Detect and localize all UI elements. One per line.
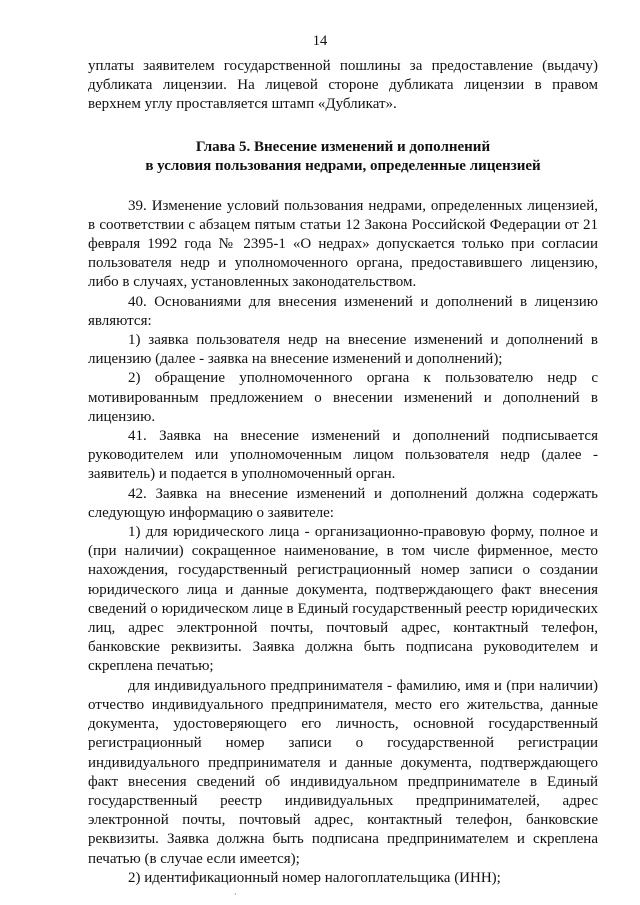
page-number: 14 xyxy=(312,33,328,49)
document-body xyxy=(88,57,598,888)
chapter-title-line-2: в условия пользования недрами, определенные лицензией xyxy=(145,157,541,174)
footer-mark: · xyxy=(234,890,237,899)
paragraph-40: 40. Основаниями для внесения изменений и дополнений в лицензию являются: xyxy=(88,293,598,329)
paragraph-41: 41. Заявка на внесение изменений и дополнений подписывается руководителем или уполномоченным лицом пользователя недр (далее - заявитель) и подается в уполномоченный орган. xyxy=(88,428,598,483)
paragraph-42: 42. Заявка на внесение изменений и дополнений должна содержать следующую информацию о заявителе: xyxy=(88,485,598,521)
paragraph-40-item-2: 2) обращение уполномоченного органа к пользователю недр с мотивированным предложением о внесении изменений и дополнений в лицензию. xyxy=(88,370,598,425)
paragraph-42-entrepreneur: для индивидуального предпринимателя - фамилию, имя и (при наличии) отчество индивидуального предпринимателя, место его жительства, данные документа, удостоверяющего его личность, основной государственный регистрационный номер записи о государственной регистрации индивидуального предпринимателя и данные документа, подтверждающего факт внесения сведений об индивидуальном предпринимателе в Единый государственный реестр индивидуальных предпринимателей, адрес электронной почты, почтовый адрес, контактный телефон, банковские реквизиты. Заявка должна быть подписана предпринимателем и скреплена печатью (в случае если имеется); xyxy=(88,677,598,867)
paragraph-40-item-1: 1) заявка пользователя недр на внесение изменений и дополнений в лицензию (далее - заявка на внесение изменений и дополнений); xyxy=(88,332,598,368)
intro-paragraph: уплаты заявителем государственной пошлины за предоставление (выдачу) дубликата лицензии. На лицевой стороне дубликата лицензии в правом верхнем углу проставляется штамп «Дубликат». xyxy=(88,58,598,113)
chapter-title xyxy=(88,138,598,176)
chapter-title-line-1: Глава 5. Внесение изменений и дополнений xyxy=(195,138,491,155)
paragraph-42-item-1: 1) для юридического лица - организационно-правовую форму, полное и (при наличии) сокращенное наименование, в том числе фирменное, место нахождения, государственный регистрационный номер записи о создании юридического лица и данные документа, подтверждающего факт внесения сведений о юридическом лице в Единый государственный реестр юридических лиц, адрес электронной почты, почтовый адрес, контактный телефон, банковские реквизиты. Заявка должна быть подписана руководителем и скреплена печатью; xyxy=(88,524,598,675)
paragraph-39: 39. Изменение условий пользования недрами, определенных лицензией, в соответствии с абзацем пятым статьи 12 Закона Российской Федерации от 21 февраля 1992 года № 2395-1 «О недрах» допускается только при согласии пользователя недр и уполномоченного органа, предоставившего лицензию, либо в случаях, установленных законодательством. xyxy=(88,197,598,291)
paragraph-42-item-2: 2) идентификационный номер налогоплательщика (ИНН); xyxy=(128,869,501,886)
